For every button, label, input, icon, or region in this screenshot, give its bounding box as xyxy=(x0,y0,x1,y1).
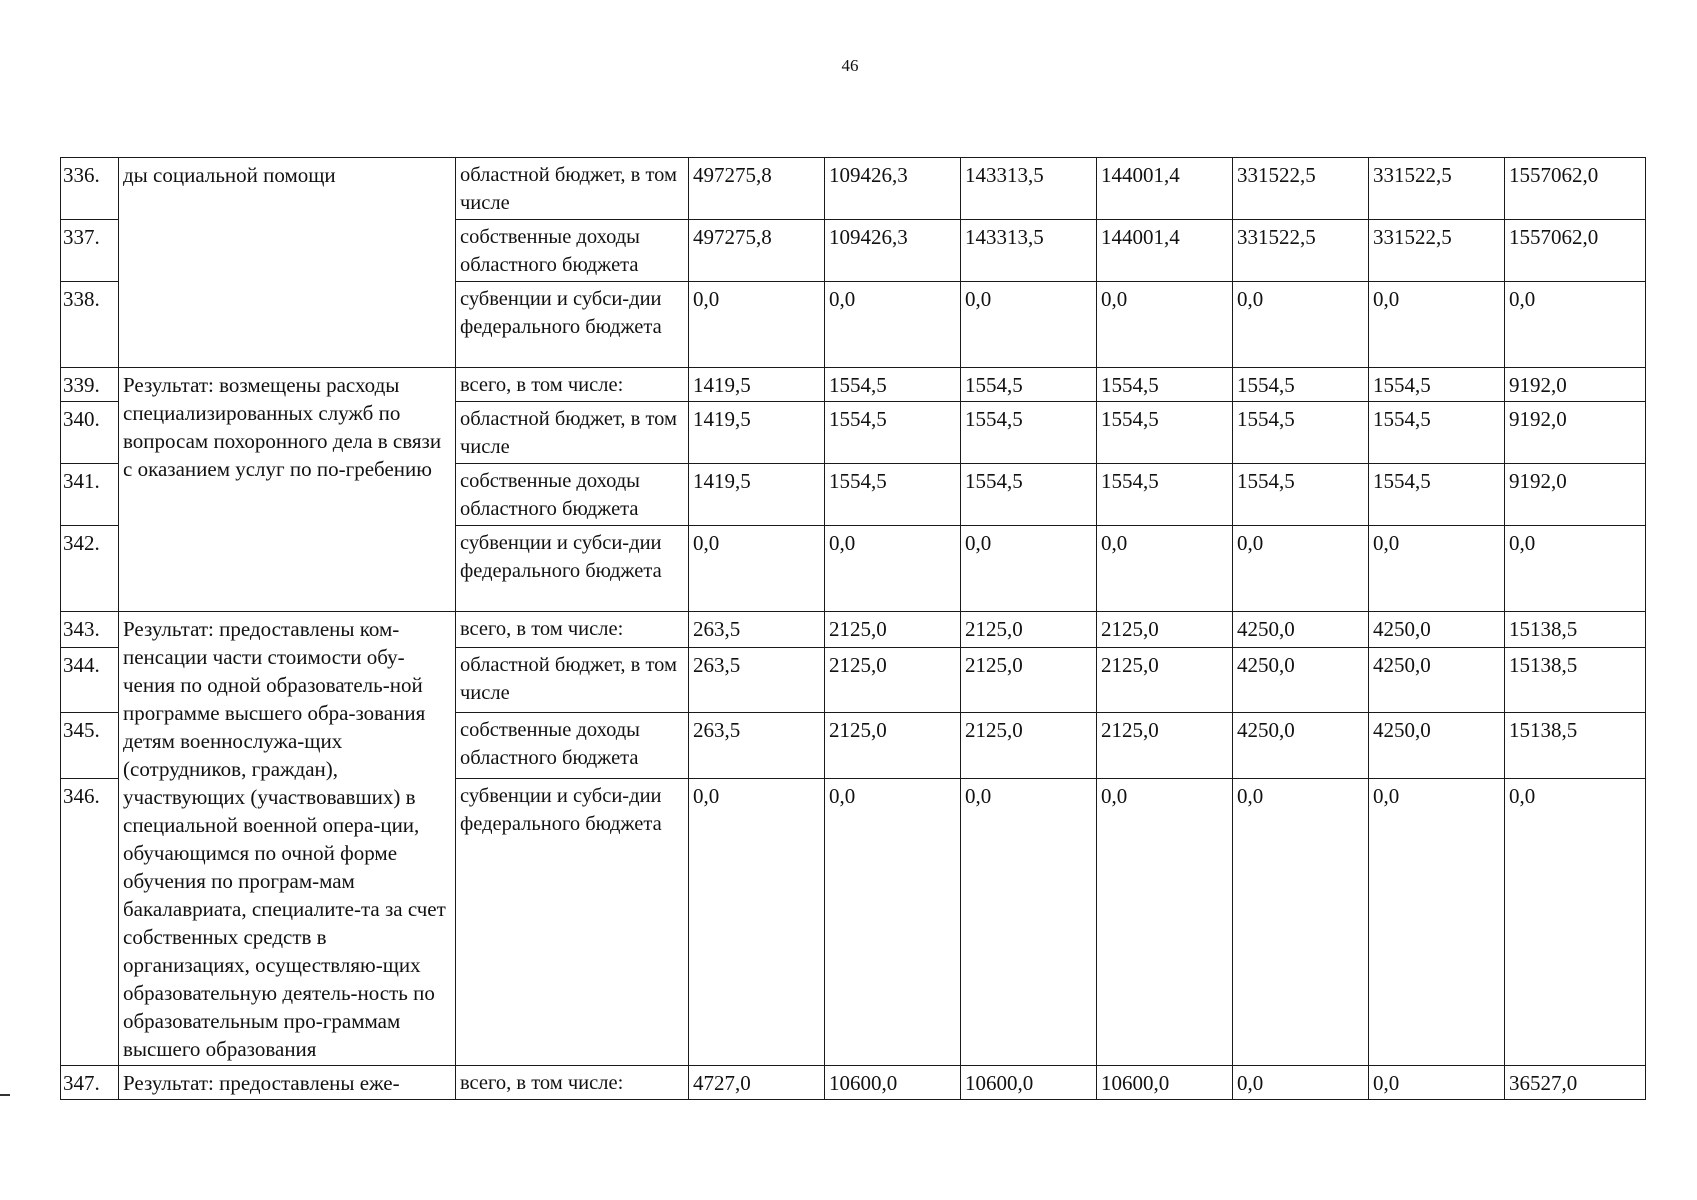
amount-cell: 0,0 xyxy=(1505,778,1646,1065)
row-number: 338. xyxy=(61,282,119,368)
amount-cell: 1554,5 xyxy=(961,368,1097,402)
amount-cell: 2125,0 xyxy=(825,647,961,712)
funding-source: областной бюджет, в том числе xyxy=(456,158,689,220)
amount-cell: 10600,0 xyxy=(825,1066,961,1100)
row-number: 336. xyxy=(61,158,119,220)
funding-source: областной бюджет, в том числе xyxy=(456,402,689,464)
amount-cell: 143313,5 xyxy=(961,158,1097,220)
amount-cell: 9192,0 xyxy=(1505,464,1646,526)
amount-cell: 1554,5 xyxy=(1233,368,1369,402)
amount-cell: 331522,5 xyxy=(1233,158,1369,220)
funding-source: всего, в том числе: xyxy=(456,1066,689,1100)
amount-cell: 9192,0 xyxy=(1505,368,1646,402)
amount-cell: 0,0 xyxy=(689,282,825,368)
amount-cell: 263,5 xyxy=(689,713,825,778)
amount-cell: 497275,8 xyxy=(689,158,825,220)
amount-cell: 497275,8 xyxy=(689,220,825,282)
amount-cell: 0,0 xyxy=(961,526,1097,612)
amount-cell: 0,0 xyxy=(1233,526,1369,612)
row-number: 346. xyxy=(61,778,119,1065)
amount-cell: 4727,0 xyxy=(689,1066,825,1100)
funding-source: субвенции и субси-дии федерального бюджета xyxy=(456,778,689,1065)
amount-cell: 1419,5 xyxy=(689,464,825,526)
amount-cell: 0,0 xyxy=(1369,778,1505,1065)
amount-cell: 0,0 xyxy=(1233,1066,1369,1100)
amount-cell: 0,0 xyxy=(1097,282,1233,368)
amount-cell: 0,0 xyxy=(1369,1066,1505,1100)
amount-cell: 1554,5 xyxy=(1097,402,1233,464)
amount-cell: 144001,4 xyxy=(1097,220,1233,282)
amount-cell: 4250,0 xyxy=(1369,713,1505,778)
result-description: Результат: возмещены расходы специализированных служб по вопросам похоронного дела в связи с оказанием услуг по по-гребению xyxy=(119,368,456,612)
amount-cell: 1554,5 xyxy=(825,464,961,526)
amount-cell: 1554,5 xyxy=(825,368,961,402)
amount-cell: 2125,0 xyxy=(825,713,961,778)
amount-cell: 2125,0 xyxy=(1097,647,1233,712)
amount-cell: 0,0 xyxy=(1505,282,1646,368)
amount-cell: 1554,5 xyxy=(1233,402,1369,464)
amount-cell: 4250,0 xyxy=(1369,647,1505,712)
amount-cell: 1419,5 xyxy=(689,402,825,464)
amount-cell: 1554,5 xyxy=(1369,402,1505,464)
amount-cell: 0,0 xyxy=(825,526,961,612)
funding-source: всего, в том числе: xyxy=(456,368,689,402)
amount-cell: 2125,0 xyxy=(961,612,1097,648)
amount-cell: 1554,5 xyxy=(1097,464,1233,526)
amount-cell: 263,5 xyxy=(689,647,825,712)
amount-cell: 109426,3 xyxy=(825,158,961,220)
amount-cell: 9192,0 xyxy=(1505,402,1646,464)
amount-cell: 0,0 xyxy=(1233,282,1369,368)
table-row xyxy=(61,1066,1646,1100)
amount-cell: 1554,5 xyxy=(1097,368,1233,402)
amount-cell: 0,0 xyxy=(825,282,961,368)
amount-cell: 15138,5 xyxy=(1505,713,1646,778)
amount-cell: 2125,0 xyxy=(961,647,1097,712)
margin-mark xyxy=(0,1094,10,1096)
row-number: 345. xyxy=(61,713,119,778)
funding-source: всего, в том числе: xyxy=(456,612,689,648)
funding-source: субвенции и субси-дии федерального бюджета xyxy=(456,526,689,612)
amount-cell: 10600,0 xyxy=(1097,1066,1233,1100)
amount-cell: 263,5 xyxy=(689,612,825,648)
amount-cell: 331522,5 xyxy=(1369,158,1505,220)
amount-cell: 109426,3 xyxy=(825,220,961,282)
row-number: 339. xyxy=(61,368,119,402)
amount-cell: 144001,4 xyxy=(1097,158,1233,220)
amount-cell: 0,0 xyxy=(1097,778,1233,1065)
result-description: Результат: предоставлены еже- xyxy=(119,1066,456,1100)
amount-cell: 0,0 xyxy=(1097,526,1233,612)
amount-cell: 0,0 xyxy=(825,778,961,1065)
amount-cell: 2125,0 xyxy=(825,612,961,648)
amount-cell: 1554,5 xyxy=(1369,368,1505,402)
amount-cell: 4250,0 xyxy=(1369,612,1505,648)
amount-cell: 4250,0 xyxy=(1233,612,1369,648)
amount-cell: 4250,0 xyxy=(1233,647,1369,712)
amount-cell: 1419,5 xyxy=(689,368,825,402)
row-number: 341. xyxy=(61,464,119,526)
result-description: ды социальной помощи xyxy=(119,158,456,368)
amount-cell: 0,0 xyxy=(1233,778,1369,1065)
result-description: Результат: предоставлены ком-пенсации части стоимости обу-чения по одной образователь-ной программе высшего обра-зования детям военнослужа-щих (сотрудников, граждан), участвующих (участвовавших) в специальной военной опера-ции, обучающимся по очной форме обучения по програм-мам бакалавриата, специалите-та за счет собственных средств в организациях, осуществляю-щих образовательную деятель-ность по образовательным про-граммам высшего образования xyxy=(119,612,456,1066)
funding-source: областной бюджет, в том числе xyxy=(456,647,689,712)
amount-cell: 2125,0 xyxy=(961,713,1097,778)
row-number: 343. xyxy=(61,612,119,648)
amount-cell: 331522,5 xyxy=(1369,220,1505,282)
amount-cell: 1554,5 xyxy=(1233,464,1369,526)
amount-cell: 0,0 xyxy=(1505,526,1646,612)
funding-source: собственные доходы областного бюджета xyxy=(456,713,689,778)
amount-cell: 0,0 xyxy=(961,778,1097,1065)
amount-cell: 0,0 xyxy=(689,778,825,1065)
page-number: 46 xyxy=(841,56,859,75)
table-row xyxy=(61,612,1646,648)
amount-cell: 1557062,0 xyxy=(1505,220,1646,282)
table-row xyxy=(61,158,1646,220)
amount-cell: 1554,5 xyxy=(961,464,1097,526)
amount-cell: 15138,5 xyxy=(1505,612,1646,648)
table-row xyxy=(61,368,1646,402)
row-number: 337. xyxy=(61,220,119,282)
amount-cell: 2125,0 xyxy=(1097,713,1233,778)
amount-cell: 2125,0 xyxy=(1097,612,1233,648)
amount-cell: 4250,0 xyxy=(1233,713,1369,778)
row-number: 342. xyxy=(61,526,119,612)
amount-cell: 331522,5 xyxy=(1233,220,1369,282)
funding-source: субвенции и субси-дии федерального бюджета xyxy=(456,282,689,368)
amount-cell: 0,0 xyxy=(1369,526,1505,612)
amount-cell: 0,0 xyxy=(1369,282,1505,368)
amount-cell: 1557062,0 xyxy=(1505,158,1646,220)
amount-cell: 10600,0 xyxy=(961,1066,1097,1100)
row-number: 344. xyxy=(61,647,119,712)
amount-cell: 1554,5 xyxy=(961,402,1097,464)
amount-cell: 15138,5 xyxy=(1505,647,1646,712)
amount-cell: 1554,5 xyxy=(825,402,961,464)
amount-cell: 143313,5 xyxy=(961,220,1097,282)
budget-table xyxy=(60,157,1646,1100)
amount-cell: 0,0 xyxy=(689,526,825,612)
row-number: 347. xyxy=(61,1066,119,1100)
amount-cell: 0,0 xyxy=(961,282,1097,368)
funding-source: собственные доходы областного бюджета xyxy=(456,464,689,526)
row-number: 340. xyxy=(61,402,119,464)
funding-source: собственные доходы областного бюджета xyxy=(456,220,689,282)
amount-cell: 36527,0 xyxy=(1505,1066,1646,1100)
table-body xyxy=(61,158,1646,1100)
amount-cell: 1554,5 xyxy=(1369,464,1505,526)
